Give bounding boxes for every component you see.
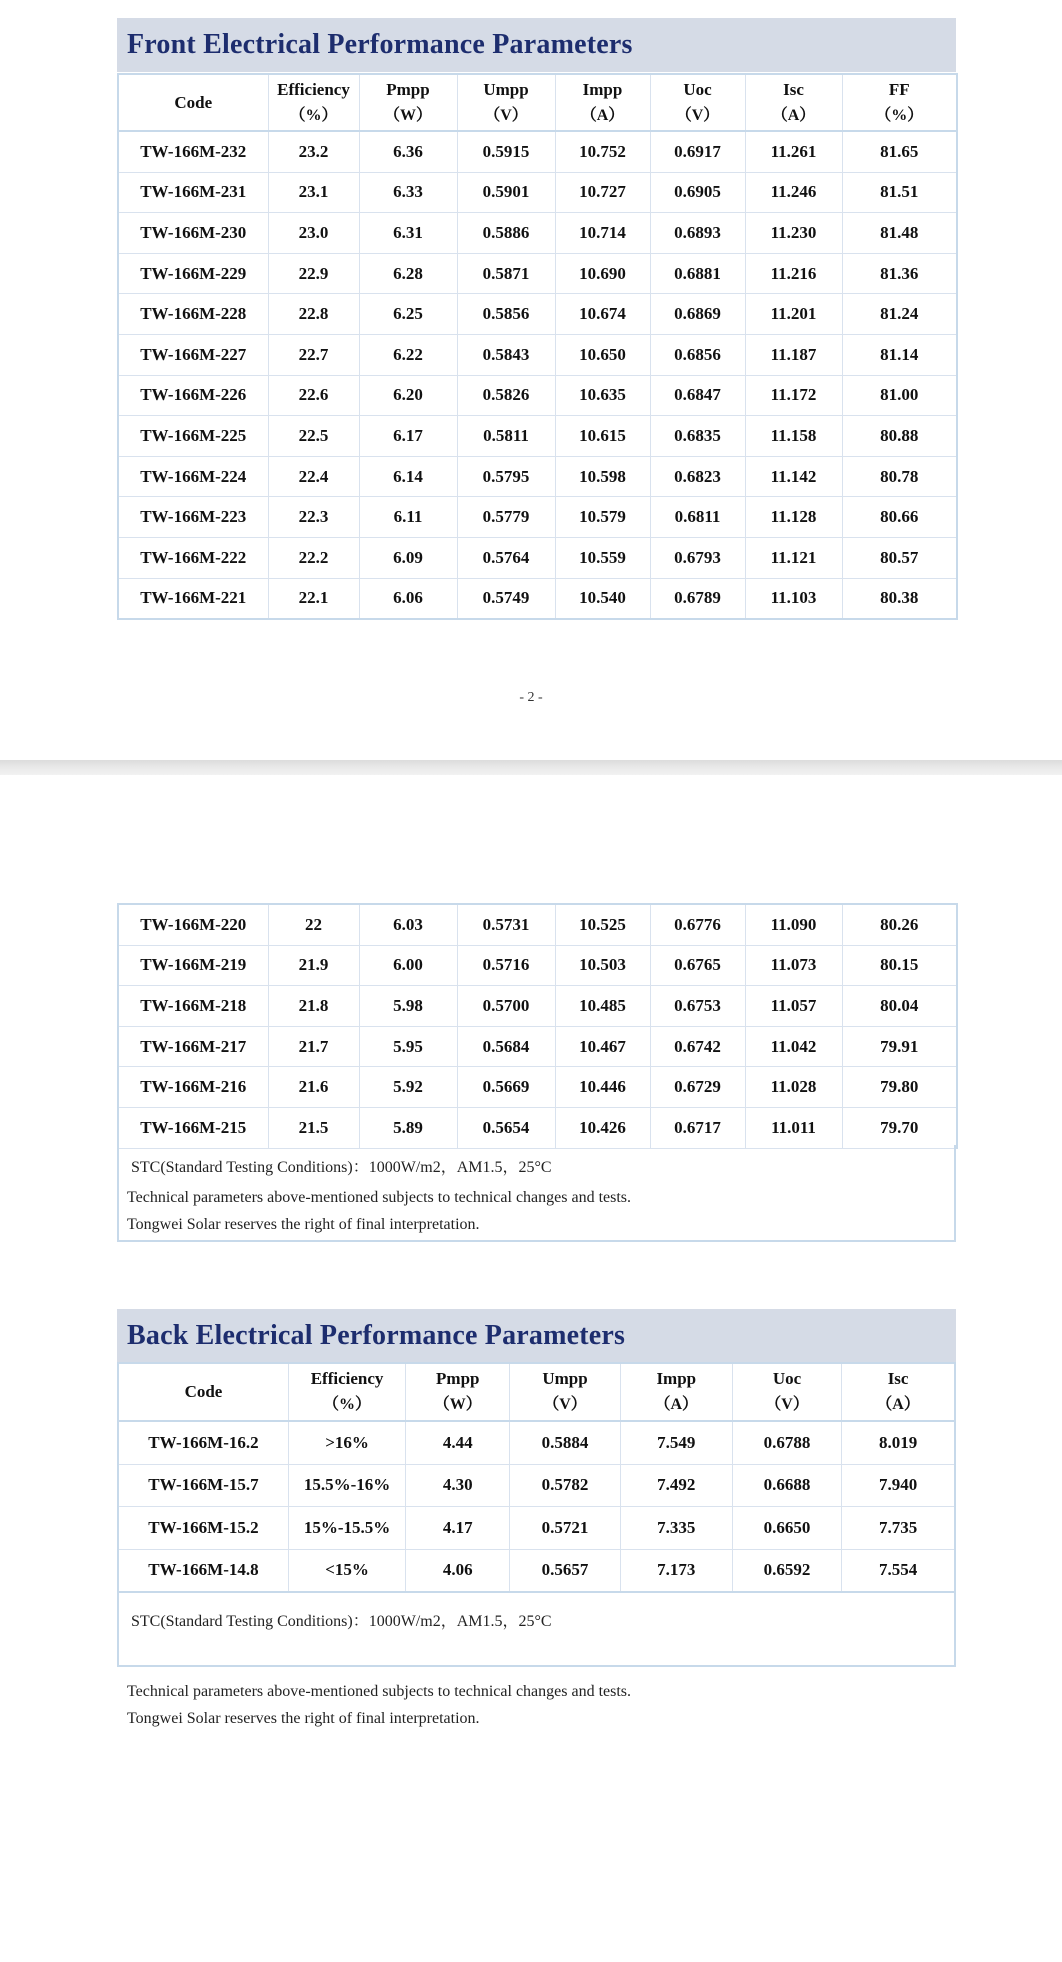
front-table-cell: 0.5811	[457, 416, 555, 457]
back-header-cell	[732, 1363, 841, 1421]
front-table-cell: 10.559	[555, 537, 650, 578]
back-table-cell: 7.492	[620, 1464, 732, 1507]
front-table-cell: 80.78	[842, 456, 957, 497]
front-table-cell: 0.5749	[457, 578, 555, 619]
front-table-cell: 0.5856	[457, 294, 555, 335]
front-table-cell: 22.9	[268, 253, 359, 294]
front-table-cell: 10.540	[555, 578, 650, 619]
back-table-cell: 0.6592	[732, 1549, 841, 1592]
front-table-cell: 6.11	[359, 497, 457, 538]
front-continued-table-cell: 11.073	[745, 945, 842, 986]
front-continued-table-cell: 22	[268, 904, 359, 945]
front-table-cell: 6.31	[359, 213, 457, 254]
front-table-row	[118, 537, 957, 578]
back-header-unit: （V）	[543, 1396, 587, 1413]
front-table-cell: 11.246	[745, 172, 842, 213]
front-continued-table-cell: 21.6	[268, 1067, 359, 1108]
front-table-cell: 11.103	[745, 578, 842, 619]
back-table-cell: 7.173	[620, 1549, 732, 1592]
front-table-cell: 81.24	[842, 294, 957, 335]
front-table-cell: 0.6869	[650, 294, 745, 335]
front-table-cell: 11.172	[745, 375, 842, 416]
front-table-cell: TW-166M-228	[118, 294, 268, 335]
front-table-cell: 0.6789	[650, 578, 745, 619]
front-continued-table-cell: 79.91	[842, 1026, 957, 1067]
front-table-cell: 0.6793	[650, 537, 745, 578]
front-disclaimer-line-1: Technical parameters above-mentioned subjects to technical changes and tests.	[127, 1189, 632, 1206]
back-table-cell: 7.940	[842, 1464, 955, 1507]
front-table-cell: 6.06	[359, 578, 457, 619]
back-header-unit: （W）	[433, 1396, 482, 1413]
front-table-cell: TW-166M-226	[118, 375, 268, 416]
back-header-name: Uoc	[772, 1369, 802, 1388]
front-parameters-table-continued	[117, 903, 958, 1149]
front-header-unit: （V）	[484, 106, 528, 124]
back-header-unit: （%）	[323, 1396, 372, 1413]
front-table-cell: 80.57	[842, 537, 957, 578]
front-header-name: Efficiency	[277, 79, 350, 99]
front-header-name: Umpp	[483, 79, 529, 99]
front-continued-table-cell: 0.5731	[457, 904, 555, 945]
front-table-cell: 81.00	[842, 375, 957, 416]
front-table-cell: 22.7	[268, 334, 359, 375]
front-table-cell: TW-166M-223	[118, 497, 268, 538]
front-table-cell: 81.48	[842, 213, 957, 254]
front-table-cell: 0.6811	[650, 497, 745, 538]
front-continued-table-cell: 5.95	[359, 1026, 457, 1067]
back-header-unit: （V）	[765, 1396, 809, 1413]
front-table-cell: 6.22	[359, 334, 457, 375]
front-continued-table-cell: 0.5684	[457, 1026, 555, 1067]
front-table-cell: 22.3	[268, 497, 359, 538]
front-table-cell: 0.5843	[457, 334, 555, 375]
front-continued-table-cell: 0.6717	[650, 1107, 745, 1148]
front-table-cell: 10.650	[555, 334, 650, 375]
back-header-cell	[118, 1363, 288, 1421]
front-header-cell	[359, 74, 457, 131]
front-table-cell: 23.2	[268, 131, 359, 172]
front-continued-table-cell: 21.9	[268, 945, 359, 986]
front-header-unit: （%）	[289, 106, 338, 124]
front-continued-table-cell: 10.446	[555, 1067, 650, 1108]
front-table-cell: 0.6881	[650, 253, 745, 294]
back-header-name: Umpp	[542, 1369, 588, 1388]
back-disclaimer-line-2: Tongwei Solar reserves the right of final interpretation.	[127, 1710, 480, 1727]
back-table-cell: 0.6788	[732, 1421, 841, 1464]
front-continued-table-cell: 6.03	[359, 904, 457, 945]
front-table-cell: 0.5871	[457, 253, 555, 294]
front-continued-table-cell: 0.5716	[457, 945, 555, 986]
document-page-1	[0, 0, 1062, 760]
front-header-unit: （A）	[771, 106, 816, 124]
front-table-cell: 22.2	[268, 537, 359, 578]
front-table-cell: 81.14	[842, 334, 957, 375]
back-table-cell: 7.554	[842, 1549, 955, 1592]
front-continued-table-cell: TW-166M-216	[118, 1067, 268, 1108]
back-table-cell: 4.06	[406, 1549, 510, 1592]
front-table-cell: 0.5901	[457, 172, 555, 213]
front-table-cell: TW-166M-230	[118, 213, 268, 254]
front-header-cell	[118, 74, 268, 131]
front-table-cell: 0.5779	[457, 497, 555, 538]
back-table-cell: >16%	[288, 1421, 405, 1464]
front-table-cell: 6.33	[359, 172, 457, 213]
back-header-row	[118, 1363, 955, 1421]
back-table-cell: 8.019	[842, 1421, 955, 1464]
front-table-cell: 6.14	[359, 456, 457, 497]
front-continued-table-cell: 11.011	[745, 1107, 842, 1148]
front-table-cell: 0.6856	[650, 334, 745, 375]
back-table-cell: 0.5782	[510, 1464, 620, 1507]
front-continued-table-cell: 0.5669	[457, 1067, 555, 1108]
front-continued-table-cell: 21.7	[268, 1026, 359, 1067]
front-continued-table-cell: 0.6765	[650, 945, 745, 986]
front-table-cell: 23.1	[268, 172, 359, 213]
back-table-cell: 0.5721	[510, 1507, 620, 1550]
back-table-cell: <15%	[288, 1549, 405, 1592]
front-table-cell: TW-166M-225	[118, 416, 268, 457]
front-table-cell: 81.65	[842, 131, 957, 172]
front-continued-table-row	[118, 1026, 957, 1067]
front-table-cell: 0.6847	[650, 375, 745, 416]
front-continued-table-row	[118, 1107, 957, 1148]
back-header-cell	[406, 1363, 510, 1421]
front-disclaimer-line-2: Tongwei Solar reserves the right of final interpretation.	[127, 1216, 480, 1233]
front-continued-table-cell: 11.042	[745, 1026, 842, 1067]
front-continued-table-cell: 10.485	[555, 986, 650, 1027]
front-continued-table-cell: 11.090	[745, 904, 842, 945]
back-header-cell	[288, 1363, 405, 1421]
front-continued-table-cell: 0.6776	[650, 904, 745, 945]
front-section-title: Front Electrical Performance Parameters	[127, 29, 633, 60]
front-table-cell: 10.579	[555, 497, 650, 538]
front-table-cell: 10.674	[555, 294, 650, 335]
front-table-cell: TW-166M-222	[118, 537, 268, 578]
page-number: - 2 -	[519, 690, 543, 705]
front-table-cell: TW-166M-224	[118, 456, 268, 497]
back-table-cell: 7.735	[842, 1507, 955, 1550]
front-table-cell: 0.6835	[650, 416, 745, 457]
front-table-cell: 22.5	[268, 416, 359, 457]
front-table-cell: 0.6905	[650, 172, 745, 213]
front-table-cell: 81.36	[842, 253, 957, 294]
front-continued-table-cell: 10.426	[555, 1107, 650, 1148]
back-header-cell	[510, 1363, 620, 1421]
front-continued-table-cell: 0.6729	[650, 1067, 745, 1108]
front-table-row	[118, 578, 957, 619]
front-table-cell: 0.5795	[457, 456, 555, 497]
front-table-cell: TW-166M-231	[118, 172, 268, 213]
front-header-cell	[745, 74, 842, 131]
front-header-name: Impp	[582, 79, 623, 99]
front-header-cell	[268, 74, 359, 131]
front-continued-table-row	[118, 1067, 957, 1108]
front-header-name: Pmpp	[386, 79, 430, 99]
front-table-row	[118, 294, 957, 335]
front-table-cell: 22.1	[268, 578, 359, 619]
front-continued-table-cell: 80.15	[842, 945, 957, 986]
back-header-cell	[842, 1363, 955, 1421]
front-continued-table-cell: 0.6753	[650, 986, 745, 1027]
front-table-cell: TW-166M-221	[118, 578, 268, 619]
front-header-cell	[457, 74, 555, 131]
front-continued-table-cell: 21.5	[268, 1107, 359, 1148]
front-header-cell	[650, 74, 745, 131]
front-table-cell: 22.4	[268, 456, 359, 497]
front-table-cell: 10.615	[555, 416, 650, 457]
back-table-cell: 0.5657	[510, 1549, 620, 1592]
front-table-cell: 10.752	[555, 131, 650, 172]
front-continued-table-cell: 0.6742	[650, 1026, 745, 1067]
back-header-name: Impp	[656, 1369, 697, 1388]
back-header-name: Code	[184, 1382, 223, 1401]
back-table-cell: TW-166M-16.2	[118, 1421, 288, 1464]
front-table-cell: 11.158	[745, 416, 842, 457]
back-header-name: Isc	[887, 1369, 909, 1388]
front-table-cell: 0.5826	[457, 375, 555, 416]
front-table-row	[118, 213, 957, 254]
front-header-name: FF	[888, 79, 910, 99]
front-table-cell: TW-166M-232	[118, 131, 268, 172]
front-continued-table-cell: 11.057	[745, 986, 842, 1027]
front-table-cell: 0.5915	[457, 131, 555, 172]
back-table-cell: 0.6688	[732, 1464, 841, 1507]
front-table-cell: 6.17	[359, 416, 457, 457]
front-table-cell: 0.6893	[650, 213, 745, 254]
front-header-cell	[842, 74, 957, 131]
front-header-unit: （V）	[675, 106, 720, 124]
back-table-cell: 7.549	[620, 1421, 732, 1464]
front-continued-table-row	[118, 904, 957, 945]
front-table-cell: 11.201	[745, 294, 842, 335]
front-table-cell: 6.09	[359, 537, 457, 578]
back-table-row	[118, 1507, 955, 1550]
front-table-cell: 6.25	[359, 294, 457, 335]
front-table-cell: 80.66	[842, 497, 957, 538]
front-table-cell: 11.121	[745, 537, 842, 578]
front-table-cell: 10.635	[555, 375, 650, 416]
front-table-cell: 11.216	[745, 253, 842, 294]
front-table-cell: 11.128	[745, 497, 842, 538]
front-table-cell: 0.6823	[650, 456, 745, 497]
front-table-cell: 11.187	[745, 334, 842, 375]
front-continued-table-cell: 11.028	[745, 1067, 842, 1108]
front-continued-table-cell: 10.525	[555, 904, 650, 945]
back-section-title: Back Electrical Performance Parameters	[127, 1320, 626, 1351]
front-table-cell: 6.20	[359, 375, 457, 416]
front-table-cell: 80.38	[842, 578, 957, 619]
back-table-row	[118, 1421, 955, 1464]
front-header-name: Isc	[783, 79, 804, 99]
back-parameters-table	[117, 1362, 956, 1593]
back-table-cell: TW-166M-15.7	[118, 1464, 288, 1507]
front-table-row	[118, 334, 957, 375]
front-header-name: Code	[174, 92, 213, 112]
back-table-cell: 4.44	[406, 1421, 510, 1464]
front-header-row	[118, 74, 957, 131]
front-table-cell: 10.714	[555, 213, 650, 254]
front-continued-table-cell: 10.503	[555, 945, 650, 986]
front-continued-table-cell: 80.26	[842, 904, 957, 945]
front-table-cell: TW-166M-229	[118, 253, 268, 294]
front-continued-table-row	[118, 945, 957, 986]
front-table-row	[118, 416, 957, 457]
front-continued-table-cell: 5.89	[359, 1107, 457, 1148]
front-table-cell: 11.230	[745, 213, 842, 254]
back-table-cell: 7.335	[620, 1507, 732, 1550]
front-table-cell: 0.6917	[650, 131, 745, 172]
front-continued-table-cell: 0.5654	[457, 1107, 555, 1148]
back-table-cell: 0.6650	[732, 1507, 841, 1550]
front-table-cell: 22.8	[268, 294, 359, 335]
front-continued-table-cell: 10.467	[555, 1026, 650, 1067]
front-table-row	[118, 497, 957, 538]
front-table-cell: 11.261	[745, 131, 842, 172]
front-table-row	[118, 375, 957, 416]
back-header-cell	[620, 1363, 732, 1421]
front-continued-table-cell: TW-166M-217	[118, 1026, 268, 1067]
front-table-cell: 10.690	[555, 253, 650, 294]
front-table-cell: 6.36	[359, 131, 457, 172]
back-notes-box	[117, 1584, 956, 1667]
front-table-cell: 6.28	[359, 253, 457, 294]
front-parameters-table	[117, 73, 958, 620]
front-header-name: Uoc	[683, 79, 712, 99]
front-header-cell	[555, 74, 650, 131]
back-disclaimer-line-1: Technical parameters above-mentioned subjects to technical changes and tests.	[127, 1683, 632, 1700]
back-table-cell: 4.30	[406, 1464, 510, 1507]
back-header-name: Efficiency	[310, 1369, 384, 1388]
back-table-cell: TW-166M-14.8	[118, 1549, 288, 1592]
page-break	[0, 760, 1062, 775]
back-table-cell: 0.5884	[510, 1421, 620, 1464]
front-notes-box	[117, 1145, 956, 1242]
front-table-row	[118, 253, 957, 294]
back-table-cell: TW-166M-15.2	[118, 1507, 288, 1550]
front-continued-table-cell: 79.70	[842, 1107, 957, 1148]
back-header-unit: （A）	[876, 1396, 920, 1413]
front-continued-table-cell: 80.04	[842, 986, 957, 1027]
front-section-title-bar	[117, 18, 956, 72]
front-continued-table-cell: 6.00	[359, 945, 457, 986]
front-continued-table-cell: TW-166M-218	[118, 986, 268, 1027]
front-continued-table-cell: TW-166M-215	[118, 1107, 268, 1148]
back-table-cell: 15%-15.5%	[288, 1507, 405, 1550]
front-continued-table-cell: 5.92	[359, 1067, 457, 1108]
front-table-cell: 10.727	[555, 172, 650, 213]
back-section-title-bar	[117, 1309, 956, 1363]
front-continued-table-cell: 21.8	[268, 986, 359, 1027]
back-header-unit: （A）	[654, 1396, 699, 1413]
front-header-unit: （W）	[383, 106, 432, 124]
front-table-row	[118, 456, 957, 497]
back-table-row	[118, 1464, 955, 1507]
front-table-cell: 10.598	[555, 456, 650, 497]
front-continued-table-cell: 5.98	[359, 986, 457, 1027]
front-continued-table-cell: 79.80	[842, 1067, 957, 1108]
back-stc-note: STC(Standard Testing Conditions)：1000W/m2，AM1.5，25°C	[131, 1613, 552, 1630]
back-header-name: Pmpp	[436, 1369, 480, 1388]
front-table-row	[118, 172, 957, 213]
front-table-row	[118, 131, 957, 172]
front-table-cell: 80.88	[842, 416, 957, 457]
front-table-cell: 22.6	[268, 375, 359, 416]
back-table-cell: 4.17	[406, 1507, 510, 1550]
front-header-unit: （A）	[580, 106, 625, 124]
front-stc-note: STC(Standard Testing Conditions)：1000W/m2，AM1.5，25°C	[131, 1159, 552, 1176]
front-table-cell: 0.5886	[457, 213, 555, 254]
front-continued-table-cell: 0.5700	[457, 986, 555, 1027]
front-continued-table-cell: TW-166M-220	[118, 904, 268, 945]
front-table-cell: 81.51	[842, 172, 957, 213]
front-header-unit: （%）	[875, 106, 924, 124]
front-table-cell: 0.5764	[457, 537, 555, 578]
front-table-cell: 23.0	[268, 213, 359, 254]
front-continued-table-row	[118, 986, 957, 1027]
front-table-cell: 11.142	[745, 456, 842, 497]
front-continued-table-cell: TW-166M-219	[118, 945, 268, 986]
back-table-cell: 15.5%-16%	[288, 1464, 405, 1507]
front-table-cell: TW-166M-227	[118, 334, 268, 375]
